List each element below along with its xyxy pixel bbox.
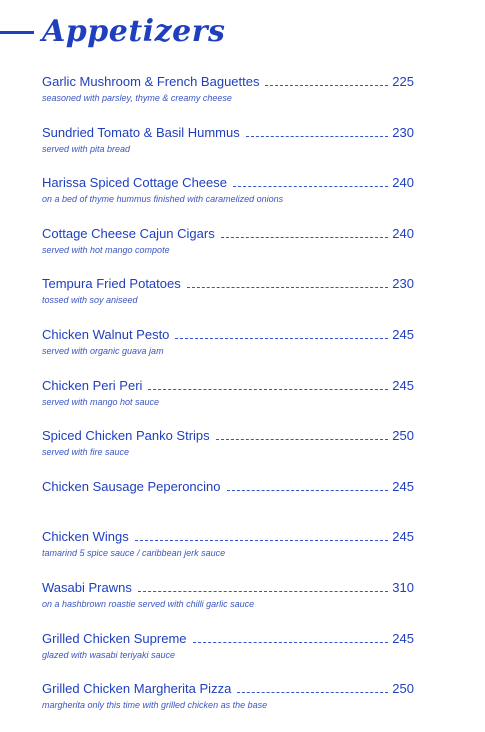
item-name: Wasabi Prawns [42,579,132,595]
item-name: Garlic Mushroom & French Baguettes [42,74,260,89]
item-name: Spiced Chicken Panko Strips [42,428,210,444]
menu-item [42,681,414,732]
item-price: 230 [392,124,414,140]
leader-dots [148,389,388,390]
item-name: Grilled Chicken Supreme [42,630,187,646]
leader-dots [138,591,388,592]
item-description: on a bed of thyme hummus finished with caramelized onions [42,194,284,205]
leader-dots [187,287,389,288]
item-description: tossed with soy aniseed [42,295,138,306]
page-title: Appetizers [42,14,226,49]
leader-dots [221,237,389,238]
item-price: 310 [392,579,414,595]
item-name: Tempura Fried Potatoes [42,276,181,292]
menu-item [42,378,414,429]
item-name: Chicken Wings [42,529,129,545]
menu-item [42,74,414,125]
item-name: Chicken Sausage Peperoncino [42,478,221,494]
item-price: 245 [392,630,414,646]
leader-dots [135,540,389,541]
item-price: 250 [392,428,414,444]
leader-dots [193,642,389,643]
leader-dots [265,85,388,86]
leader-dots [227,490,389,491]
item-description: served with fire sauce [42,447,130,458]
item-description: tamarind 5 spice sauce / caribbean jerk sauce [42,548,226,559]
item-price: 240 [392,225,414,241]
item-name: Chicken Peri Peri [42,377,143,393]
menu-list [42,74,414,732]
item-price: 225 [392,74,414,89]
item-name: Grilled Chicken Margherita Pizza [42,681,232,697]
leader-dots [237,692,388,693]
item-description: served with organic guava jam [42,345,164,356]
top-rule [0,31,34,34]
menu-item [42,327,414,378]
item-price: 230 [392,276,414,292]
item-name: Sundried Tomato & Basil Hummus [42,124,240,140]
item-price: 240 [392,175,414,191]
item-price: 250 [392,681,414,697]
item-price: 245 [392,326,414,342]
menu-item [42,479,414,530]
menu-item [42,580,414,631]
menu-item [42,631,414,682]
leader-dots [216,439,389,440]
leader-dots [233,186,388,187]
menu-item [42,226,414,277]
item-price: 245 [392,529,414,545]
menu-item [42,125,414,176]
item-name: Chicken Walnut Pesto [42,326,170,342]
item-price: 245 [392,478,414,494]
menu-item [42,428,414,479]
item-description: served with pita bread [42,143,131,154]
item-name: Cottage Cheese Cajun Cigars [42,225,215,241]
item-price: 245 [392,377,414,393]
leader-dots [246,136,389,137]
item-description: on a hashbrown roastie served with chilli garlic sauce [42,598,255,609]
item-description: seasoned with parsley, thyme & creamy cheese [42,93,232,103]
menu-item [42,175,414,226]
item-description: served with mango hot sauce [42,396,160,407]
menu-item [42,276,414,327]
menu-item [42,529,414,580]
leader-dots [175,338,388,339]
item-description: margherita only this time with grilled chicken as the base [42,700,268,711]
item-description: served with hot mango compote [42,244,170,255]
item-description: glazed with wasabi teriyaki sauce [42,649,176,660]
item-name: Harissa Spiced Cottage Cheese [42,175,227,191]
